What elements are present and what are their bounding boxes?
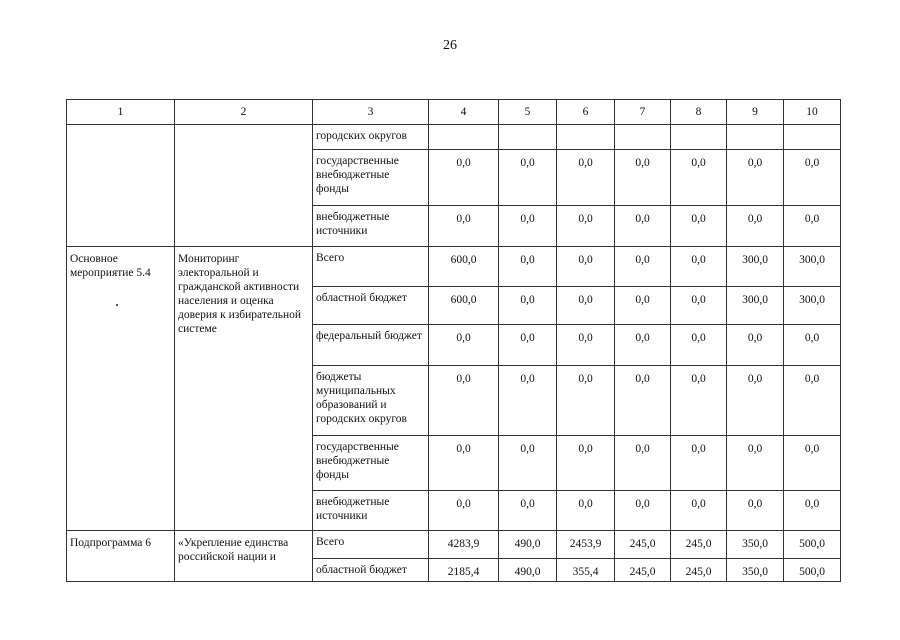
header-cell-4: 4 xyxy=(429,100,499,125)
value-cell: 0,0 xyxy=(784,206,841,247)
value-cell: 600,0 xyxy=(429,287,499,325)
table-row xyxy=(67,247,841,287)
value-cell: 0,0 xyxy=(784,436,841,491)
value-cell: 0,0 xyxy=(499,287,557,325)
value-cell: 0,0 xyxy=(784,491,841,531)
activity-code-cell xyxy=(67,125,175,247)
value-cell: 300,0 xyxy=(727,287,784,325)
table-row xyxy=(67,125,841,150)
value-cell: 0,0 xyxy=(499,150,557,206)
value-cell: 0,0 xyxy=(784,366,841,436)
value-cell: 0,0 xyxy=(615,436,671,491)
value-cell: 350,0 xyxy=(727,559,784,582)
value-cell: 0,0 xyxy=(557,436,615,491)
funding-source-cell: государственные внебюджетные фонды xyxy=(313,436,429,491)
value-cell: 0,0 xyxy=(499,247,557,287)
value-cell xyxy=(557,125,615,150)
value-cell: 600,0 xyxy=(429,247,499,287)
funding-source-cell: областной бюджет xyxy=(313,287,429,325)
header-cell-10: 10 xyxy=(784,100,841,125)
value-cell: 0,0 xyxy=(615,206,671,247)
value-cell: 0,0 xyxy=(671,247,727,287)
value-cell: 245,0 xyxy=(671,531,727,559)
value-cell: 0,0 xyxy=(671,150,727,206)
activity-name-cell xyxy=(175,125,313,247)
value-cell: 0,0 xyxy=(671,287,727,325)
value-cell: 0,0 xyxy=(615,491,671,531)
funding-source-cell: федеральный бюджет xyxy=(313,325,429,366)
value-cell: 350,0 xyxy=(727,531,784,559)
value-cell: 0,0 xyxy=(499,436,557,491)
value-cell xyxy=(615,125,671,150)
value-cell: 0,0 xyxy=(499,366,557,436)
header-cell-3: 3 xyxy=(313,100,429,125)
budget-table xyxy=(66,99,841,582)
value-cell: 0,0 xyxy=(671,491,727,531)
value-cell: 500,0 xyxy=(784,531,841,559)
value-cell: 0,0 xyxy=(784,325,841,366)
value-cell: 0,0 xyxy=(615,366,671,436)
funding-source-cell: внебюджетные источники xyxy=(313,491,429,531)
value-cell: 0,0 xyxy=(727,366,784,436)
table-row xyxy=(67,531,841,559)
funding-source-cell: городских округов xyxy=(313,125,429,150)
value-cell: 0,0 xyxy=(615,325,671,366)
funding-source-cell: внебюджетные источники xyxy=(313,206,429,247)
value-cell: 0,0 xyxy=(671,206,727,247)
value-cell: 0,0 xyxy=(429,325,499,366)
funding-source-cell: Всего xyxy=(313,531,429,559)
value-cell: 4283,9 xyxy=(429,531,499,559)
activity-code-cell xyxy=(67,247,175,531)
value-cell: 0,0 xyxy=(727,491,784,531)
funding-source-cell: бюджеты муниципальных образований и городских округов xyxy=(313,366,429,436)
value-cell xyxy=(429,125,499,150)
value-cell: 355,4 xyxy=(557,559,615,582)
value-cell: 0,0 xyxy=(557,287,615,325)
value-cell: 0,0 xyxy=(727,436,784,491)
value-cell: 2453,9 xyxy=(557,531,615,559)
value-cell: 0,0 xyxy=(727,206,784,247)
funding-source-cell: Всего xyxy=(313,247,429,287)
funding-source-cell: государственные внебюджетные фонды xyxy=(313,150,429,206)
value-cell: 300,0 xyxy=(784,287,841,325)
value-cell: 0,0 xyxy=(671,436,727,491)
header-row xyxy=(67,100,841,125)
value-cell: 0,0 xyxy=(429,366,499,436)
value-cell xyxy=(727,125,784,150)
value-cell: 0,0 xyxy=(557,491,615,531)
funding-source-cell: областной бюджет xyxy=(313,559,429,582)
value-cell: 0,0 xyxy=(557,247,615,287)
activity-code-text: Основное мероприятие 5.4 xyxy=(70,253,151,279)
value-cell xyxy=(671,125,727,150)
header-cell-5: 5 xyxy=(499,100,557,125)
value-cell: 500,0 xyxy=(784,559,841,582)
value-cell: 245,0 xyxy=(671,559,727,582)
header-cell-6: 6 xyxy=(557,100,615,125)
activity-code-cell: Подпрограмма 6 xyxy=(67,531,175,582)
value-cell: 0,0 xyxy=(671,366,727,436)
value-cell: 0,0 xyxy=(615,247,671,287)
page-number: 26 xyxy=(443,38,457,53)
value-cell: 245,0 xyxy=(615,531,671,559)
value-cell: 0,0 xyxy=(499,491,557,531)
value-cell: 0,0 xyxy=(784,150,841,206)
value-cell: 0,0 xyxy=(429,150,499,206)
value-cell: 0,0 xyxy=(429,436,499,491)
value-cell: 245,0 xyxy=(615,559,671,582)
value-cell: 490,0 xyxy=(499,559,557,582)
header-cell-9: 9 xyxy=(727,100,784,125)
value-cell: 0,0 xyxy=(727,150,784,206)
header-cell-8: 8 xyxy=(671,100,727,125)
value-cell: 0,0 xyxy=(671,325,727,366)
value-cell: 0,0 xyxy=(557,150,615,206)
value-cell: 0,0 xyxy=(557,366,615,436)
value-cell: 0,0 xyxy=(499,325,557,366)
activity-name-cell: Мониторинг электоральной и гражданской активности населения и оценка доверия к избирательной системе xyxy=(175,247,313,531)
header-cell-7: 7 xyxy=(615,100,671,125)
value-cell xyxy=(499,125,557,150)
value-cell: 0,0 xyxy=(429,491,499,531)
value-cell: 0,0 xyxy=(499,206,557,247)
value-cell: 0,0 xyxy=(557,325,615,366)
value-cell: 0,0 xyxy=(557,206,615,247)
value-cell: 300,0 xyxy=(727,247,784,287)
value-cell: 0,0 xyxy=(615,150,671,206)
activity-name-cell: «Укрепление единства российской нации и xyxy=(175,531,313,582)
value-cell: 490,0 xyxy=(499,531,557,559)
value-cell: 0,0 xyxy=(429,206,499,247)
header-cell-2: 2 xyxy=(175,100,313,125)
value-cell xyxy=(784,125,841,150)
value-cell: 0,0 xyxy=(615,287,671,325)
value-cell: 300,0 xyxy=(784,247,841,287)
stray-mark xyxy=(116,304,118,306)
value-cell: 2185,4 xyxy=(429,559,499,582)
value-cell: 0,0 xyxy=(727,325,784,366)
header-cell-1: 1 xyxy=(67,100,175,125)
